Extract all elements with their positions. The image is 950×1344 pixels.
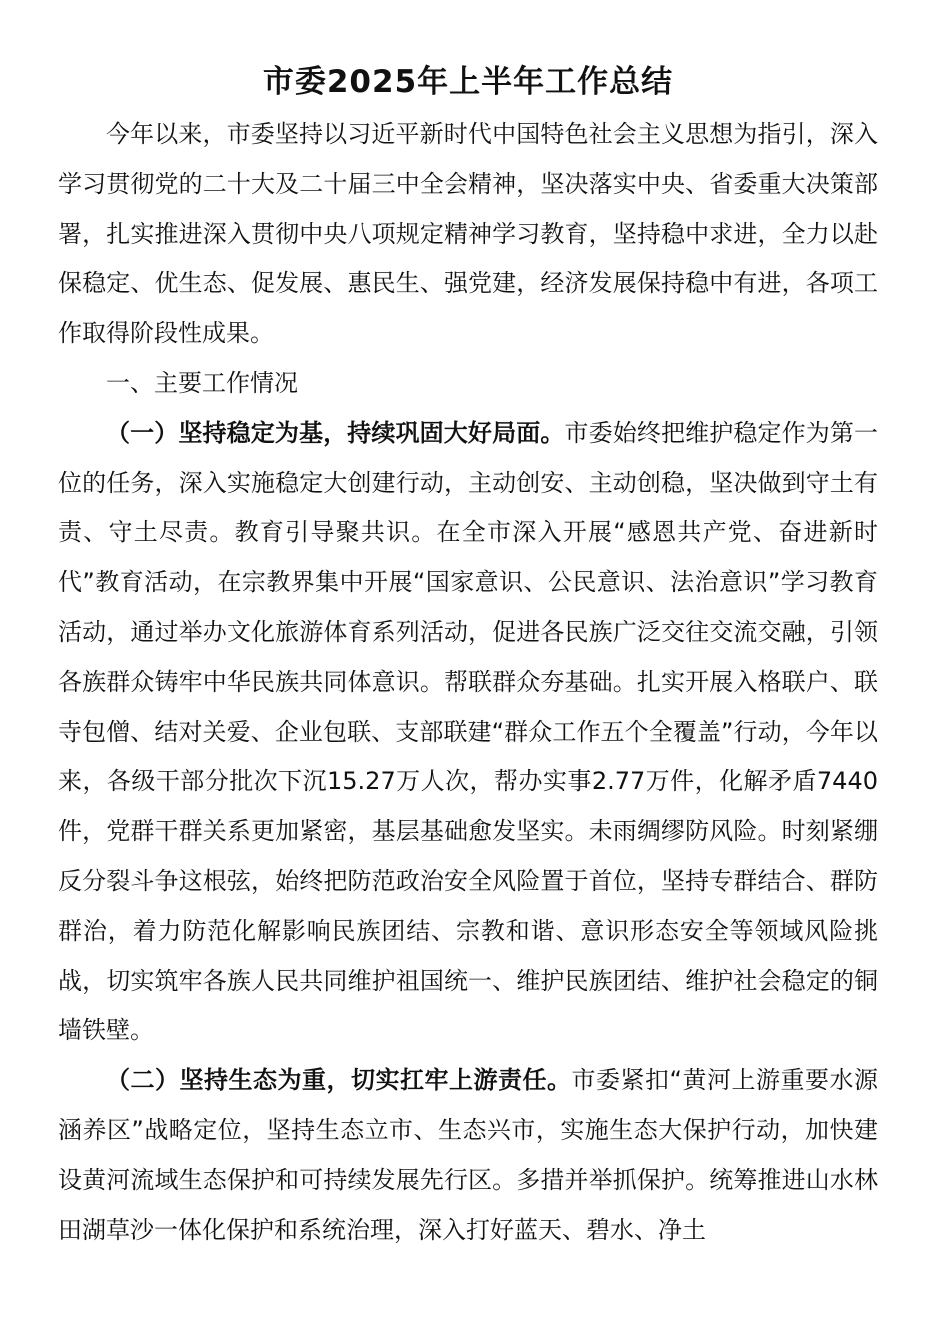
section-heading: 一、主要工作情况 [106, 368, 298, 397]
item-2-lead: （二）坚持生态为重，切实扛牢上游责任。 [106, 1066, 572, 1095]
item-1-body: 市委始终把维护稳定作为第一位的任务，深入实施稳定大创建行动，主动创安、主动创稳，坚决做到守土有责、守土尽责。教育引导聚共识。在全市深入开展“感恩共产党、奋进新时代”教育活动，在宗教界集中开展“国家意识、公民意识、法治意识”学习教育活动，通过举办文化旅游体育系列活动，促进各民族广泛交往交流交融，引领各族群众铸牢中华民族共同体意识。帮联群众夯基础。扎实开展入格联户、联寺包僧、结对关爱、企业包联、支部联建“群众工作五个全覆盖”行动，今年以来，各级干部分批次下沉15.27万人次，帮办实事2.77万件，化解矛盾7440件，党群干群关系更加紧密，基层基础愈发坚实。未雨绸缪防风险。时刻紧绷反分裂斗争这根弦，始终把防范政治安全风险置于首位，坚持专群结合、群防群治，着力防范化解影响民族团结、宗教和谐、意识形态安全等领域风险挑战，切实筑牢各族人民共同维护祖国统一、维护民族团结、维护社会稳定的铜墙铁壁。 [58, 418, 879, 1045]
document-title: 市委2025年上半年工作总结 [262, 64, 674, 100]
item-1-lead: （一）坚持稳定为基，持续巩固大好局面。 [106, 418, 565, 447]
item-2-paragraph [58, 1056, 878, 1255]
item-2-body: 市委紧扣“黄河上游重要水源涵养区”战略定位，坚持生态立市、生态兴市，实施生态大保护行动，加快建设黄河流域生态保护和可持续发展先行区。多措并举抓保护。统筹推进山水林田湖草沙一体化保护和系统治理，深入打好蓝天、碧水、净土 [58, 1066, 879, 1244]
item-1-paragraph [58, 409, 878, 1056]
intro-paragraph: 今年以来，市委坚持以习近平新时代中国特色社会主义思想为指引，深入学习贯彻党的二十大及二十届三中全会精神，坚决落实中央、省委重大决策部署，扎实推进深入贯彻中央八项规定精神学习教育，坚持稳中求进，全力以赴保稳定、优生态、促发展、惠民生、强党建，经济发展保持稳中有进，各项工作取得阶段性成果。 [58, 120, 878, 348]
